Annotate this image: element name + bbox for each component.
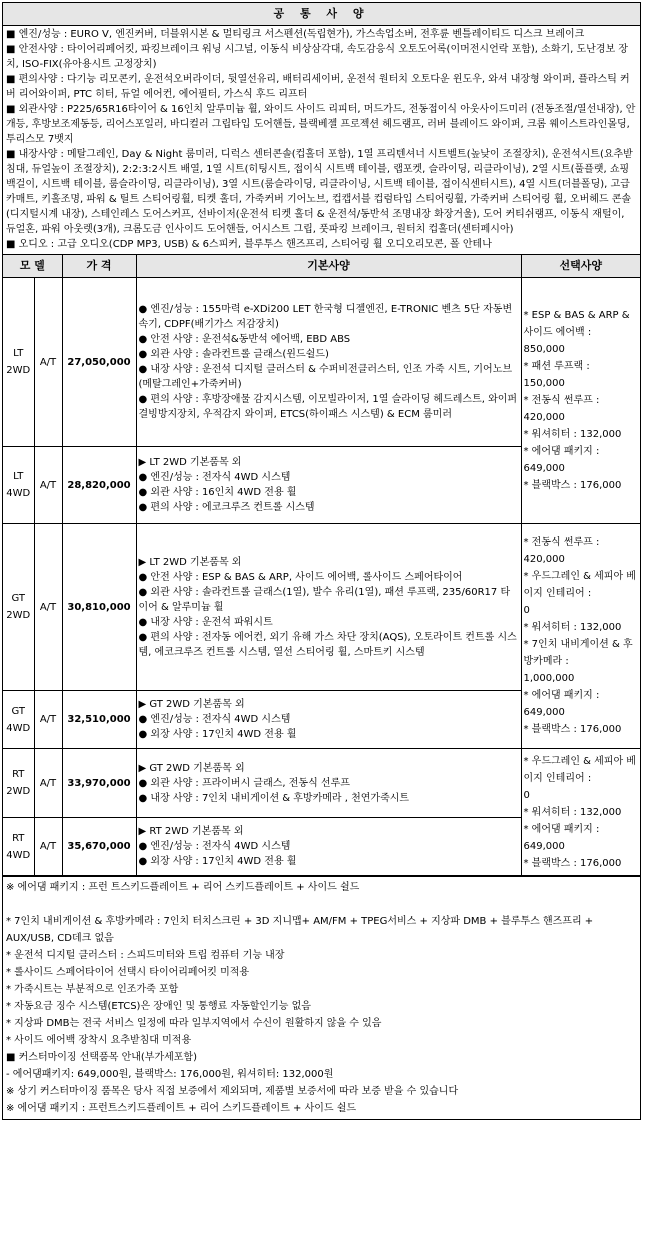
list-item: ● 편의 사양 : 후방장애물 감지시스템, 이모빌라이저, 1열 슬라이딩 헤드레스트, 와이퍼결빙방지장치, 우적감지 와이퍼, ETCS(하이패스 시스템) & ECM 룸미러 xyxy=(138,394,518,420)
footnotes xyxy=(3,876,640,1119)
list-item: * 블랙박스 : 176,000 xyxy=(523,480,622,491)
list-item: 649,000 xyxy=(523,840,565,852)
model-cell xyxy=(3,818,34,876)
list-item: ● 안전 사양 : ESP & BAS & ARP, 사이드 에어백, 롤사이드 스페어타이어 xyxy=(138,571,463,583)
model-drive: 4WD xyxy=(6,849,31,861)
transmission-cell: A/T xyxy=(34,524,62,691)
list-item: 420,000 xyxy=(523,412,565,423)
model-drive: 4WD xyxy=(6,722,31,734)
list-item: ● 엔진/성능 : 전자식 4WD 시스템 xyxy=(138,841,291,852)
customizing-prices: - 에어댐패키지: 649,000원, 블랙박스: 176,000원, 워셔히터: 132,000원 xyxy=(6,1069,334,1080)
common-spec-interior: ■ 내장사양 : 메탈그레인, Day & Night 룸미러, 디럭스 센터콘솔(컵홀더 포함), 1열 프리텐셔너 시트벨트(높낮이 조절장치), 운전석시트(요추받침대, 듀얼높이 조절장치), 2:2:3:2시트 배열, 1열 시트(히팅시트, 접이식 시트백 테이블, 랩포켓, 슬라이딩, 리클라이닝), 2열 시트(풀플랫, 쇼핑백걸이, 시트백 테이블, 룸슬라이딩, 리클라이닝), 3열 시트(룸슬라이딩, 리클라이닝, 시트백 테이블, 접이식센터시트), 4열 시트(더블폴딩), 고급 카매트, 키홀조명, 파워 & 틸트 스티어링휠, 티켓 홀더, 가죽커버 기어노브, 컵캡서블 컵럼타입 스티어링휠, 가죽커버 스티어링 휠, 오버헤드 콘솔(디지털시계 내장), 스테인레스 도어스커프, 선바이저(운전석 티켓 홀더 & 운전석/동반석 조명내장 화장거울), 도어 커티쉬램프, 이동식 재털이, 듀얼혼, 파워 아웃렛(3개), 크롬도금 인사이드 도어핸들, 어시스트 그립, 풋파킹 브레이크, 원터치 컵홀더(센터페시아) xyxy=(6,149,633,235)
list-item: ● 편의 사양 : 에코크루즈 컨트롤 시스템 xyxy=(138,502,315,513)
customizing-heading: ■ 커스터마이징 선택품목 안내(부가세포함) xyxy=(6,1052,198,1063)
footnote-cluster: * 운전석 디지털 클러스터 : 스피드미터와 트립 컴퓨터 기능 내장 xyxy=(6,950,285,961)
base-spec-cell xyxy=(136,447,521,524)
list-item: ● 외관 사양 : 솔라컨트롤 글래스(1열), 발수 유리(1열), 패션 루프랙, 235/60R17 타이어 & 알루미늄 휠 xyxy=(138,586,511,613)
footnote-leather: * 가죽시트는 부분적으로 인조가죽 포함 xyxy=(6,984,179,995)
transmission-cell: A/T xyxy=(34,749,62,818)
price-cell: 32,510,000 xyxy=(62,691,136,749)
list-item: * 에어댐 패키지 : xyxy=(523,690,600,701)
list-item: 649,000 xyxy=(523,463,565,474)
footnote-dmb: * 지상파 DMB는 전국 서비스 일정에 따라 일부지역에서 수신이 원활하지 않을 수 있음 xyxy=(6,1018,382,1029)
list-item: * 블랙박스 : 176,000 xyxy=(523,724,622,735)
table-header-row xyxy=(3,255,640,278)
model-cell xyxy=(3,278,34,447)
transmission-cell: A/T xyxy=(34,691,62,749)
common-spec-audio: ■ 오디오 : 고급 오디오(CDP MP3, USB) & 6스피커, 블루투스 핸즈프리, 스티어링 휠 오디오리모콘, 폴 안테나 xyxy=(6,239,492,250)
base-spec-cell xyxy=(136,691,521,749)
list-item: * 워셔히터 : 132,000 xyxy=(523,806,622,818)
list-item: 0 xyxy=(523,605,530,616)
list-item: ▶ LT 2WD 기본품목 외 xyxy=(138,457,242,468)
model-name: LT xyxy=(13,348,24,359)
list-item: ● 내장 사양 : 운전석 파워시트 xyxy=(138,616,273,628)
list-item: ● 외관 사양 : 16인치 4WD 전용 휠 xyxy=(138,487,297,498)
model-cell xyxy=(3,524,34,691)
model-drive: 2WD xyxy=(6,786,31,797)
common-spec-engine: ■ 엔진/성능 : EURO Ⅴ, 엔진커버, 더블위시본 & 멀티링크 서스펜션(독립현가), 가스속업소버, 전후륜 벤틀레이티드 디스크 브레이크 xyxy=(6,29,585,40)
list-item: ▶ LT 2WD 기본품목 외 xyxy=(138,556,242,568)
list-item: * 전동식 썬루프 : xyxy=(523,395,600,406)
list-item: ▶ GT 2WD 기본품목 외 xyxy=(138,699,245,710)
common-spec-exterior: ■ 외관사양 : P225/65R16타이어 & 16인치 알루미늄 휠, 와이드 사이드 리피터, 머드가드, 전동접이식 아웃사이드미러 (전동조절/열선내장), 안개등, 후방보조제동등, 리어스포일러, 바디컬러 그립타입 도어핸들, 블랙베젤 프로젝션 헤드램프, 러버 블레이드 와이퍼, 크롬 웨이스트라인몰딩, 투리스모 7뱃지 xyxy=(6,104,636,145)
model-cell xyxy=(3,749,34,818)
price-cell: 28,820,000 xyxy=(62,447,136,524)
model-name: LT xyxy=(13,471,24,482)
list-item: * 워셔히터 : 132,000 xyxy=(523,429,622,440)
list-item: ● 내장 사양 : 운전석 디지털 클러스터 & 수퍼비전클러스터, 인조 가죽 시트, 기어노브(메탈그레인+가죽커버) xyxy=(138,364,513,390)
price-cell: 33,970,000 xyxy=(62,749,136,818)
option-spec-cell xyxy=(521,278,640,524)
header-option-spec: 선택사양 xyxy=(521,255,640,278)
list-item: * ESP & BAS & ARP & 사이드 에어백 : xyxy=(523,310,630,338)
common-spec-convenience: ■ 편의사양 : 다기능 리모콘키, 운전석오버라이더, 뒷열선유리, 배터리세이버, 운전석 원터치 오토다운 윈도우, 와셔 내장형 와이퍼, 플라스틱 커버 리어와이퍼, PTC 히터, 듀얼 에어컨, 에어필터, 가스식 후드 리프터 xyxy=(6,74,630,100)
list-item: ● 외관 사양 : 솔라컨트롤 글래스(윈드쉴드) xyxy=(138,349,329,360)
price-cell: 27,050,000 xyxy=(62,278,136,447)
list-item: ● 편의 사양 : 전자동 에어컨, 외기 유해 가스 차단 장치(AQS), 오토라이트 컨트롤 시스템, 에코크루즈 컨트롤 시스템, 열선 스티어링 휠, 스마트키 시스템 xyxy=(138,631,517,658)
list-item: ● 외장 사양 : 17인치 4WD 전용 휠 xyxy=(138,856,297,867)
list-item: ● 외관 사양 : 프라이버시 글래스, 전동식 선루프 xyxy=(138,777,350,789)
list-item: * 블랙박스 : 176,000 xyxy=(523,857,622,869)
footnote-etcs: * 자동요금 징수 시스템(ETCS)은 장애인 및 통행료 자동할인기능 없음 xyxy=(6,1001,311,1012)
base-spec-cell xyxy=(136,278,521,447)
list-item: * 우드그레인 & 세피아 베이지 인테리어 : xyxy=(523,571,636,599)
base-spec-cell xyxy=(136,524,521,691)
header-price: 가 격 xyxy=(62,255,136,278)
model-drive: 2WD xyxy=(6,610,31,621)
option-spec-cell xyxy=(521,749,640,876)
price-cell: 35,670,000 xyxy=(62,818,136,876)
table-row xyxy=(3,278,640,447)
list-item: * 7인치 내비게이션 & 후방카메라 : xyxy=(523,639,633,667)
base-spec-cell xyxy=(136,749,521,818)
list-item: * 워셔히터 : 132,000 xyxy=(523,622,622,633)
common-spec-title: 공 통 사 양 xyxy=(3,3,640,26)
list-item: 850,000 xyxy=(523,344,565,355)
model-drive: 4WD xyxy=(6,488,31,499)
list-item: 1,000,000 xyxy=(523,673,575,684)
price-cell: 30,810,000 xyxy=(62,524,136,691)
header-model: 모 델 xyxy=(3,255,62,278)
list-item: ● 엔진/성능 : 155마력 e-XDi200 LET 한국형 디젤엔진, E-TRONIC 벤츠 5단 자동변속기, CDPF(배기가스 저감장치) xyxy=(138,304,513,330)
header-base-spec: 기본사양 xyxy=(136,255,521,278)
transmission-cell: A/T xyxy=(34,278,62,447)
footnote-navigation: * 7인치 내비게이션 & 후방카메라 : 7인치 터치스크린 + 3D 지니맵+ AM/FM + TPEG서비스 + 지상파 DMB + 블루투스 핸즈프리 + AUX/USB, CD데크 없음 xyxy=(6,916,594,944)
list-item: 150,000 xyxy=(523,378,565,389)
list-item: ▶ RT 2WD 기본품목 외 xyxy=(138,826,244,837)
transmission-cell: A/T xyxy=(34,447,62,524)
list-item: * 에어댐 패키지 : xyxy=(523,823,600,835)
list-item: 0 xyxy=(523,789,530,801)
common-spec-safety: ■ 안전사양 : 타이어리페어킷, 파킹브레이크 워닝 시그널, 이동식 비상삼각대, 속도감응식 오토도어록(이머전시언락 포함), 소화기, 도난경보 장치, ISO-FIX(유아용시트 고정장치) xyxy=(6,44,628,70)
table-row xyxy=(3,749,640,818)
footnote-spare-tire: * 롤사이드 스페어타이어 선택시 타이어리페어킷 미적용 xyxy=(6,967,250,978)
list-item: * 에어댐 패키지 : xyxy=(523,446,600,457)
footnote-airdam: ※ 에어댐 패키지 : 프런 트스키드플레이트 + 리어 스키드플레이트 + 사이드 쉴드 xyxy=(6,882,360,893)
customizing-warranty: ※ 상기 커스터마이징 품목은 당사 직접 보증에서 제외되며, 제품별 보증서에 따라 보증 받을 수 있습니다 xyxy=(6,1086,459,1097)
list-item: ● 외장 사양 : 17인치 4WD 전용 휠 xyxy=(138,729,297,740)
list-item: * 우드그레인 & 세피아 베이지 인테리어 : xyxy=(523,755,636,784)
model-cell xyxy=(3,691,34,749)
model-drive: 2WD xyxy=(6,365,31,376)
list-item: * 패션 루프랙 : xyxy=(523,361,590,372)
list-item: ▶ GT 2WD 기본품목 외 xyxy=(138,762,245,774)
model-name: RT xyxy=(12,769,25,780)
list-item: 649,000 xyxy=(523,707,565,718)
model-name: GT xyxy=(11,593,25,604)
base-spec-cell xyxy=(136,818,521,876)
price-table xyxy=(3,255,640,876)
list-item: * 전동식 썬루프 : xyxy=(523,537,600,548)
table-row xyxy=(3,524,640,691)
list-item: ● 내장 사양 : 7인치 내비게이션 & 후방카메라 , 천연가죽시트 xyxy=(138,792,410,804)
option-spec-cell xyxy=(521,524,640,749)
list-item: ● 안전 사양 : 운전석&동반석 에어백, EBD ABS xyxy=(138,334,351,345)
footnote-airdam-repeat: ※ 에어댐 패키지 : 프런트스키드플레이트 + 리어 스키드플레이트 + 사이드 쉴드 xyxy=(6,1103,357,1114)
list-item: ● 엔진/성능 : 전자식 4WD 시스템 xyxy=(138,714,291,725)
transmission-cell: A/T xyxy=(34,818,62,876)
footnote-side-airbag: * 사이드 에어백 장착시 요추받침대 미적용 xyxy=(6,1035,192,1046)
model-cell xyxy=(3,447,34,524)
common-spec-list xyxy=(3,26,640,255)
spec-sheet xyxy=(2,2,641,1120)
model-name: RT xyxy=(12,832,25,844)
model-name: GT xyxy=(11,705,25,717)
list-item: 420,000 xyxy=(523,554,565,565)
list-item: ● 엔진/성능 : 전자식 4WD 시스템 xyxy=(138,472,291,483)
